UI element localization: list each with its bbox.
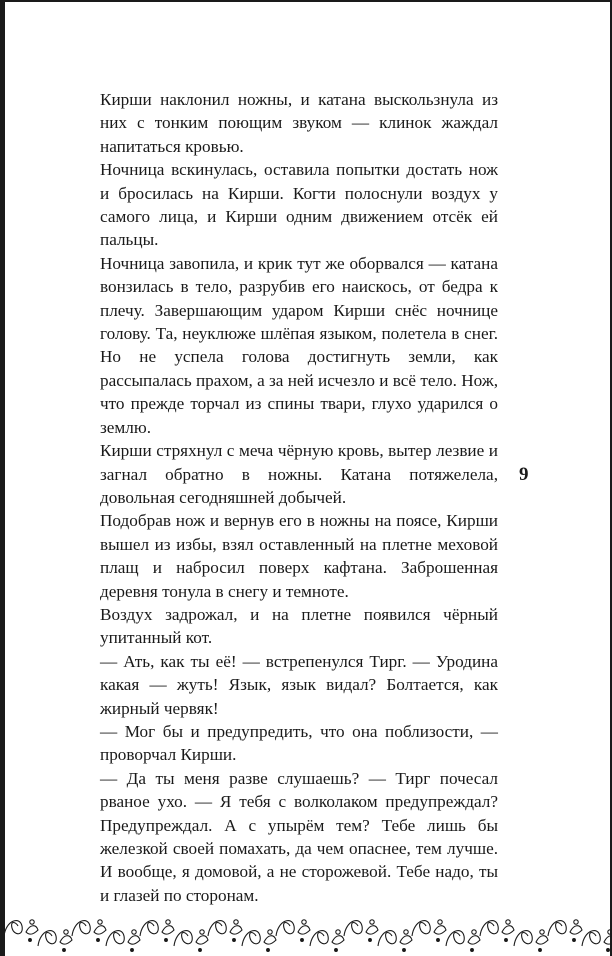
page-border-left <box>0 0 5 956</box>
paragraph: — Мог бы и предупредить, что она поблизости, — проворчал Кирши. <box>100 721 498 765</box>
paragraph: Подобрав нож и вернув его в ножны на поясе, Кирши вышел из избы, взял оставленный на плетне меховой плащ и набросил поверх кафтана. Заброшенная деревня тонула в снегу и темноте. <box>100 511 498 601</box>
paragraph: Ночница завопила, и крик тут же оборвался — катана вонзилась в тело, разрубив его наискось, от бедра к плечу. Завершающим ударом Кирши снёс ночнице голову. Та, неуклюже шлёпая языком, полетела в снег. Но не успела голова достигнуть земли, как рассыпалась прахом, а за ней исчезло и всё тело. Нож, что прежде торчал из спины твари, глухо ударился о землю. <box>100 253 498 437</box>
ornament-border-icon <box>0 900 612 956</box>
body-text <box>100 88 498 907</box>
paragraph: Воздух задрожал, и на плетне появился чёрный упитанный кот. <box>100 604 498 648</box>
page-border-top <box>0 0 612 2</box>
paragraph: Ночница вскинулась, оставила попытки достать нож и бросилась на Кирши. Когти полоснули воздух у самого лица, и Кирши одним движением отсёк ей пальцы. <box>100 160 498 250</box>
paragraph: — Ать, как ты её! — встрепенулся Тирг. — Уродина какая — жуть! Язык, язык видал? Болтается, как жирный червяк! <box>100 651 498 718</box>
paragraph: Кирши наклонил ножны, и катана выскользнула из них с тонким поющим звуком — клинок жаждал напитаться кровью. <box>100 90 498 156</box>
paragraph: — Да ты меня разве слушаешь? — Тирг почесал рваное ухо. — Я тебя с волколаком предупреждал? Предупреждал. А с упырём тем? Тебе лишь бы железкой своей помахать, да чем опаснее, тем лучше. И вообще, я домовой, а не сторожевой. Тебе надо, ты и глазей по сторонам. <box>100 768 498 905</box>
page-number: 9 <box>519 464 529 485</box>
paragraph: Кирши стряхнул с меча чёрную кровь, вытер лезвие и загнал обратно в ножны. Катана потяжелела, довольная сегодняшней добычей. <box>100 441 498 507</box>
